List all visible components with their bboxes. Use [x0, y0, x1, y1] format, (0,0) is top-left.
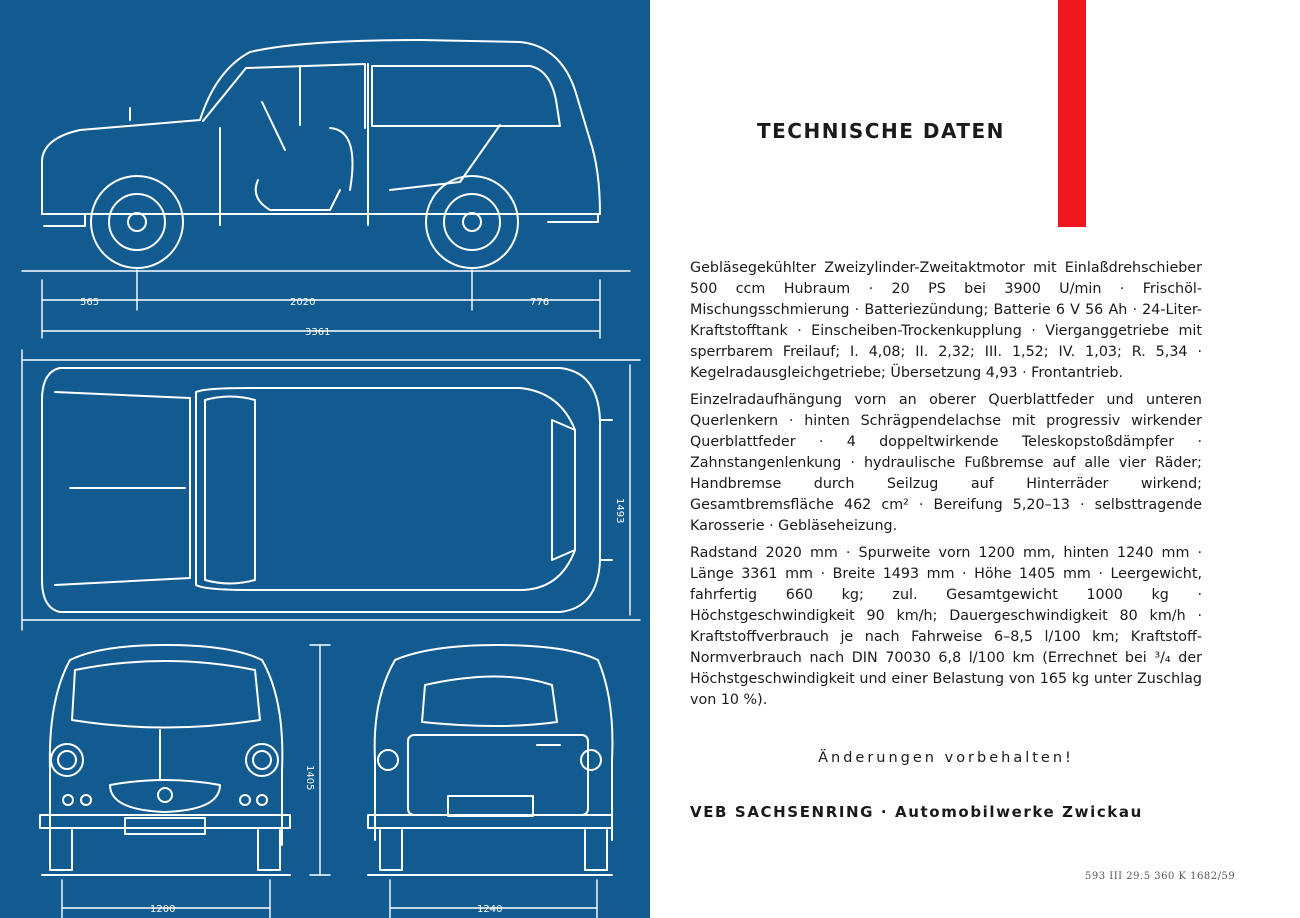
dim-track-rear: 1240: [477, 904, 503, 915]
front-view: [40, 645, 290, 875]
dim-height: 1405: [304, 765, 315, 791]
rear-view: [368, 645, 612, 875]
dim-wheelbase: 2020: [290, 297, 316, 308]
red-accent-bar: [1058, 0, 1086, 227]
spec-paragraph-chassis: Einzelradaufhängung vorn an oberer Querblattfeder und unteren Querlenkern · hinten Schrägpendelachse mit progressiv wirkender Querblattfeder · 4 doppeltwirkende Teleskopstoßdämpfer · Zahnstangenlenkung · hydraulische Fußbremse auf alle vier Räder; Handbremse durch Seilzug auf Hinterräder wirkend; Gesamtbremsfläche 462 cm² · Bereifung 5,20–13 · selbsttragende Karosserie · Gebläseheizung.: [690, 392, 1202, 534]
spec-paragraph-engine: Gebläsegekühlter Zweizylinder-Zweitaktmotor mit Einlaßdrehschieber 500 ccm Hubraum · 20 PS bei 3900 U/min · Frischöl-Mischungsschmierung · Batteriezündung; Batterie 6 V 56 Ah · 24-Liter-Kraftstofftank · Einscheiben-Trockenkupplung · Vierganggetriebe mit sperrbarem Freilauf; I. 4,08; II. 2,32; III. 1,52; IV. 1,03; R. 5,34 · Kegelradausgleichgetriebe; Übersetzung 4,93 · Frontantrieb.: [690, 260, 1202, 381]
changes-notice: Änderungen vorbehalten!: [818, 750, 1074, 766]
side-view: [42, 40, 600, 268]
spec-paragraph-dimensions: Radstand 2020 mm · Spurweite vorn 1200 mm, hinten 1240 mm · Länge 3361 mm · Breite 1493 mm · Höhe 1405 mm · Leergewicht, fahrfertig 660 kg; zul. Gesamtgewicht 1000 kg · Höchstgeschwindigkeit 90 km/h; Dauergeschwindigkeit 80 km/h · Kraftstoffverbrauch je nach Fahrweise 6–8,5 l/100 km; Kraftstoff-Normverbrauch nach DIN 70030 6,8 l/100 km (Errechnet bei ³/₄ der Höchstgeschwindigkeit und einer Belastung von 165 kg unter Zuschlag von 10 %).: [690, 545, 1202, 708]
dim-rear-overhang: 776: [530, 297, 550, 308]
top-dimension-lines: [22, 350, 640, 630]
manufacturer-line: VEB SACHSENRING · Automobilwerke Zwickau: [690, 803, 1143, 821]
dim-front-overhang: 565: [80, 297, 100, 308]
dim-length: 3361: [305, 327, 331, 338]
spec-text: [690, 258, 1202, 717]
dim-track-front: 1200: [150, 904, 176, 915]
top-view: [42, 368, 612, 612]
dim-width: 1493: [614, 498, 625, 524]
print-code: 593 III 29.5 360 K 1682/59: [1085, 871, 1236, 882]
page-title: TECHNISCHE DATEN: [757, 119, 1005, 143]
